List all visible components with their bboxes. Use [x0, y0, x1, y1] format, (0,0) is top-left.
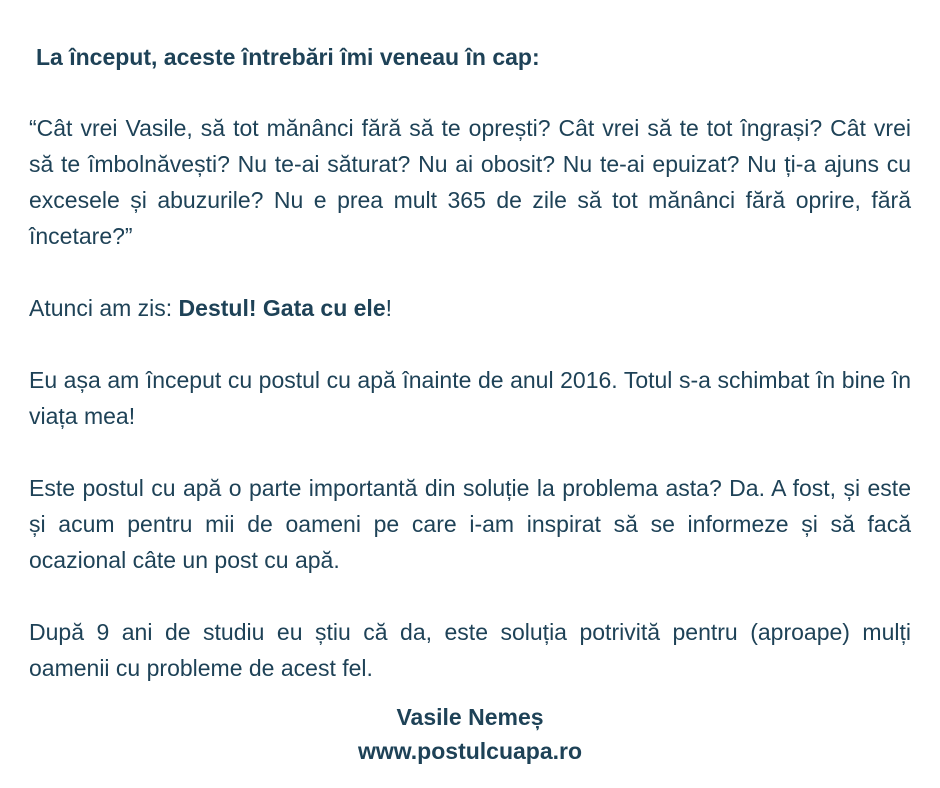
quote-paragraph: “Cât vrei Vasile, să tot mănânci fără să te oprești? Cât vrei să te tot îngrași? Cât vrei să te îmbolnăvești? Nu te-ai săturat? Nu ai obosit? Nu te-ai epuizat? Nu ți-a ajuns cu excesele și abuzurile? Nu e prea mult 365 de zile să tot mănânci fără oprire, fără încetare?”	[29, 115, 911, 249]
intro-heading: La început, aceste întrebări îmi veneau în cap:	[36, 44, 540, 70]
start-paragraph: Eu așa am început cu postul cu apă înainte de anul 2016. Totul s-a schimbat în bine în viața mea!	[29, 367, 911, 429]
author-name: Vasile Nemeș	[396, 704, 544, 730]
website-link[interactable]: www.postulcuapa.ro	[357, 738, 583, 764]
decision-paragraph	[29, 290, 911, 326]
decision-prefix: Atunci am zis:	[29, 295, 179, 321]
solution-paragraph: Este postul cu apă o parte importantă din soluție la problema asta? Da. A fost, și este și acum pentru mii de oameni pe care i-am inspirat să se informeze și să facă ocazional câte un post cu apă.	[29, 475, 911, 573]
decision-suffix: !	[385, 295, 393, 321]
study-paragraph: După 9 ani de studiu eu știu că da, este soluția potrivită pentru (aproape) mulți oamenii cu probleme de acest fel.	[29, 619, 911, 681]
decision-emphasis: Destul! Gata cu ele	[178, 295, 386, 321]
